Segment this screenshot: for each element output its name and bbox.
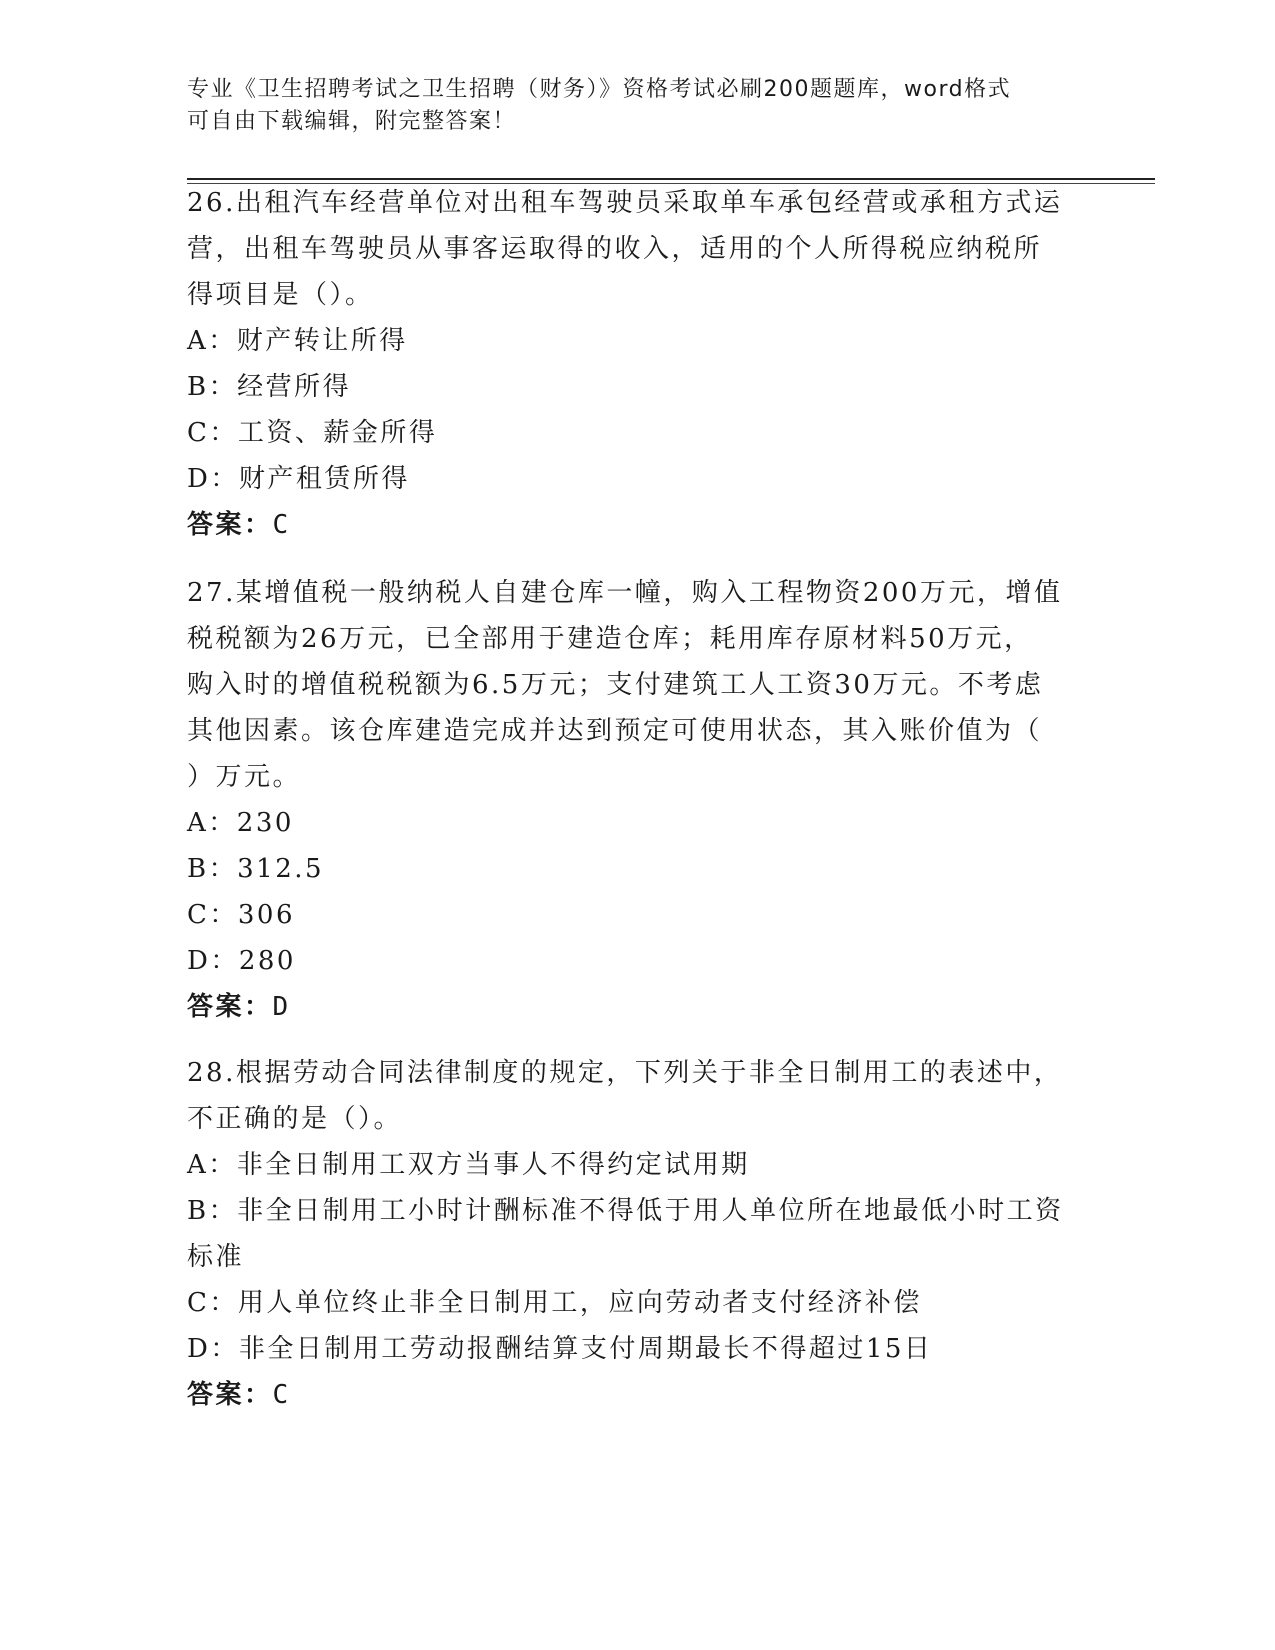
- option-a: A：非全日制用工双方当事人不得约定试用期: [187, 1150, 750, 1180]
- answer-label: 答案：: [187, 1380, 273, 1410]
- option-b: B：经营所得: [187, 372, 352, 402]
- option-b: B：非全日制用工小时计酬标准不得低于用人单位所在地最低小时工资: [187, 1196, 1064, 1226]
- question-28: [187, 1050, 1087, 1418]
- question-stem-line: 营，出租车驾驶员从事客运取得的收入，适用的个人所得税应纳税所: [187, 234, 1043, 264]
- option-b-continued: 标准: [187, 1242, 245, 1272]
- answer-value: D: [272, 992, 291, 1022]
- question-stem-line: ）万元。: [187, 762, 302, 792]
- answer-line: [187, 984, 1087, 1030]
- option-a: A：财产转让所得: [187, 326, 408, 356]
- answer-line: [187, 1372, 1087, 1418]
- question-stem-line: 不正确的是（）。: [187, 1104, 403, 1134]
- question-stem-line: 28.根据劳动合同法律制度的规定，下列关于非全日制用工的表述中，: [187, 1058, 1063, 1088]
- option-b: B：312.5: [187, 854, 325, 884]
- document-header: [187, 74, 1067, 138]
- header-line-1: 专业《卫生招聘考试之卫生招聘（财务）》资格考试必刷200题题库，word格式: [187, 77, 1012, 102]
- question-27: [187, 570, 1087, 1030]
- option-d: D：280: [187, 946, 296, 976]
- question-stem-line: 得项目是（）。: [187, 280, 374, 310]
- header-line-2: 可自由下载编辑，附完整答案！: [187, 109, 517, 134]
- question-stem-line: 27.某增值税一般纳税人自建仓库一幢，购入工程物资200万元，增值: [187, 578, 1063, 608]
- question-26: [187, 180, 1087, 548]
- answer-value: C: [272, 1380, 291, 1410]
- option-a: A：230: [187, 808, 294, 838]
- option-d: D：非全日制用工劳动报酬结算支付周期最长不得超过15日: [187, 1334, 933, 1364]
- question-stem-line: 税税额为26万元，已全部用于建造仓库；耗用库存原材料50万元，: [187, 624, 1033, 654]
- answer-label: 答案：: [187, 510, 273, 540]
- option-c: C：306: [187, 900, 296, 930]
- answer-line: [187, 502, 1087, 548]
- option-d: D：财产租赁所得: [187, 464, 410, 494]
- answer-value: C: [272, 510, 291, 540]
- question-stem-line: 购入时的增值税税额为6.5万元；支付建筑工人工资30万元。不考虑: [187, 670, 1044, 700]
- option-c: C：用人单位终止非全日制用工，应向劳动者支付经济补偿: [187, 1288, 922, 1318]
- question-stem-line: 其他因素。该仓库建造完成并达到预定可使用状态，其入账价值为（: [187, 716, 1043, 746]
- option-c: C：工资、薪金所得: [187, 418, 438, 448]
- answer-label: 答案：: [187, 992, 273, 1022]
- question-stem-line: 26.出租汽车经营单位对出租车驾驶员采取单车承包经营或承租方式运: [187, 188, 1063, 218]
